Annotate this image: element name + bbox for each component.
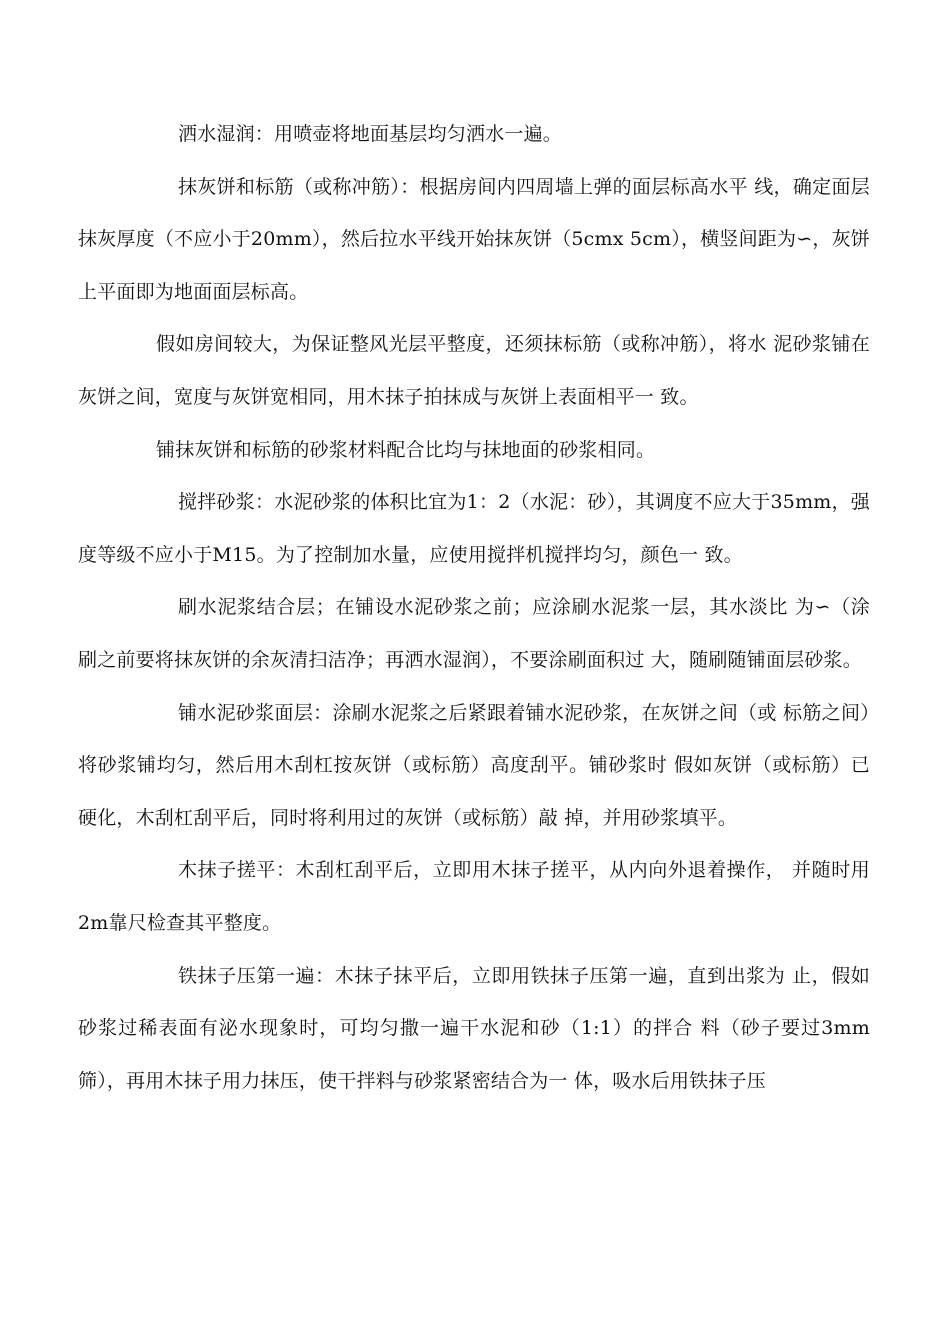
document-body: [78, 108, 870, 1107]
paragraph-mix-mortar: 搅拌砂浆：水泥砂浆的体积比宜为1：2（水泥：砂），其调度不应大于35mm，强度等级不应小于M15。为了控制加水量，应使用搅拌机搅拌均匀，颜色一 致。: [78, 491, 870, 566]
paragraph-steel-trowel: 铁抹子压第一遍：木抹子抹平后，立即用铁抹子压第一遍，直到出浆为 止，假如砂浆过稀表面有泌水现象时，可均匀撒一遍干水泥和砂（1:1）的拌合 料（砂子要过3mm筛），再用木抹子用力抹压，使干拌料与砂浆紧密结合为一 体，吸水后用铁抹子压: [78, 964, 870, 1092]
paragraph-large-room: 假如房间较大，为保证整风光层平整度，还须抹标筋（或称冲筋），将水 泥砂浆铺在灰饼之间，宽度与灰饼宽相同，用木抹子拍抹成与灰饼上表面相平一 致。: [78, 333, 870, 408]
paragraph-sprinkle-water: 洒水湿润：用喷壶将地面基层均匀洒水一遍。: [178, 123, 563, 145]
paragraph-bonding-layer: 刷水泥浆结合层；在铺设水泥砂浆之前；应涂刷水泥浆一层，其水淡比 为∽（涂刷之前要将抹灰饼的余灰清扫洁净；再洒水湿润），不要涂刷面积过 大，随刷随铺面层砂浆。: [78, 596, 870, 671]
paragraph-wood-float: 木抹子搓平：木刮杠刮平后，立即用木抹子搓平，从内向外退着操作， 并随时用2m靠尺检查其平整度。: [78, 859, 870, 934]
paragraph-leveling-cakes: 抹灰饼和标筋（或称冲筋）：根据房间内四周墙上弹的面层标高水平 线，确定面层抹灰厚度（不应小于20mm），然后拉水平线开始抹灰饼（5cmx 5cm），横竖间距为∽，灰饼上平面即为地面面层标高。: [78, 175, 870, 303]
paragraph-lay-mortar: 铺水泥砂浆面层：涂刷水泥浆之后紧跟着铺水泥砂浆，在灰饼之间（或 标筋之间）将砂浆铺均匀，然后用木刮杠按灰饼（或标筋）高度刮平。铺砂浆时 假如灰饼（或标筋）已硬化，木刮杠刮平后，同时将利用过的灰饼（或标筋）敲 掉，并用砂浆填平。: [78, 701, 870, 829]
paragraph-mortar-ratio: 铺抹灰饼和标筋的砂浆材料配合比均与抹地面的砂浆相同。: [156, 438, 656, 461]
